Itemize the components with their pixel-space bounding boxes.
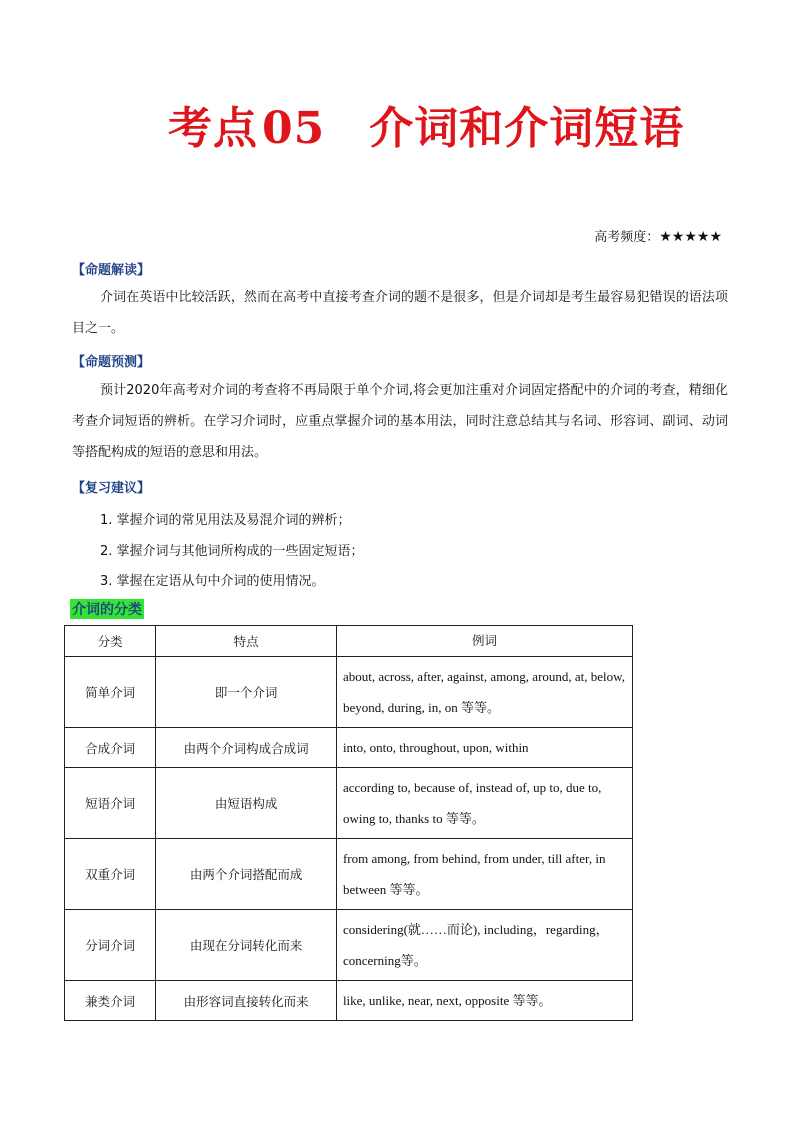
- row-feature: 由两个介词搭配而成: [156, 839, 337, 910]
- row-examples: from among, from behind, from under, till after, in between 等等。: [336, 839, 632, 910]
- row-category: 合成介词: [65, 728, 156, 768]
- preposition-table: [64, 625, 633, 1021]
- table-row: [65, 728, 633, 768]
- row-feature: 由现在分词转化而来: [156, 910, 337, 981]
- title-number: 05: [262, 103, 326, 154]
- table-header-row: [65, 626, 633, 657]
- table-row: [65, 657, 633, 728]
- row-examples: considering(就……而论), including，regarding，concerning等。: [336, 910, 632, 981]
- table-row: [65, 768, 633, 839]
- row-examples: like, unlike, near, next, opposite 等等。: [336, 981, 632, 1021]
- page-title: [168, 92, 684, 156]
- row-feature: 即一个介词: [156, 657, 337, 728]
- table-row: [65, 981, 633, 1021]
- advice-item: 1. 掌握介词的常见用法及易混介词的辨析；: [100, 513, 351, 528]
- row-feature: 由两个介词构成合成词: [156, 728, 337, 768]
- row-category: 分词介词: [65, 910, 156, 981]
- star-rating: ★★★★★: [659, 229, 722, 245]
- section-heading-advice: 【复习建议】: [72, 481, 151, 496]
- header-examples: 例词: [336, 626, 632, 657]
- advice-item: 2. 掌握介词与其他词所构成的一些固定短语；: [100, 544, 364, 559]
- table-title: 介词的分类: [70, 599, 144, 619]
- frequency-label: 高考频度：: [594, 230, 660, 245]
- row-category: 简单介词: [65, 657, 156, 728]
- row-examples: into, onto, throughout, upon, within: [336, 728, 632, 768]
- header-feature: 特点: [156, 626, 337, 657]
- section-heading-interpretation: 【命题解读】: [72, 263, 151, 278]
- table-row: [65, 910, 633, 981]
- row-feature: 由形容词直接转化而来: [156, 981, 337, 1021]
- row-category: 双重介词: [65, 839, 156, 910]
- row-category: 短语介词: [65, 768, 156, 839]
- row-examples: about, across, after, against, among, around, at, below, beyond, during, in, on 等等。: [336, 657, 632, 728]
- title-prefix: 考点: [168, 103, 258, 154]
- header-category: 分类: [65, 626, 156, 657]
- title-topic: 介词和介词短语: [369, 103, 685, 154]
- advice-item: 3. 掌握在定语从句中介词的使用情况。: [100, 574, 325, 589]
- row-examples: according to, because of, instead of, up to, due to, owing to, thanks to 等等。: [336, 768, 632, 839]
- row-category: 兼类介词: [65, 981, 156, 1021]
- interpretation-text: 介词在英语中比较活跃，然而在高考中直接考查介词的题不是很多，但是介词却是考生最容易犯错误的语法项目之一。: [72, 290, 728, 336]
- exam-frequency: [594, 226, 722, 245]
- prediction-text: 预计2020年高考对介词的考查将不再局限于单个介词,将会更加注重对介词固定搭配中的介词的考查，精细化考查介词短语的辨析。在学习介词时，应重点掌握介词的基本用法，同时注意总结其与名词、形容词、副词、动词等搭配构成的短语的意思和用法。: [72, 383, 728, 460]
- table-row: [65, 839, 633, 910]
- section-heading-prediction: 【命题预测】: [72, 355, 151, 370]
- row-feature: 由短语构成: [156, 768, 337, 839]
